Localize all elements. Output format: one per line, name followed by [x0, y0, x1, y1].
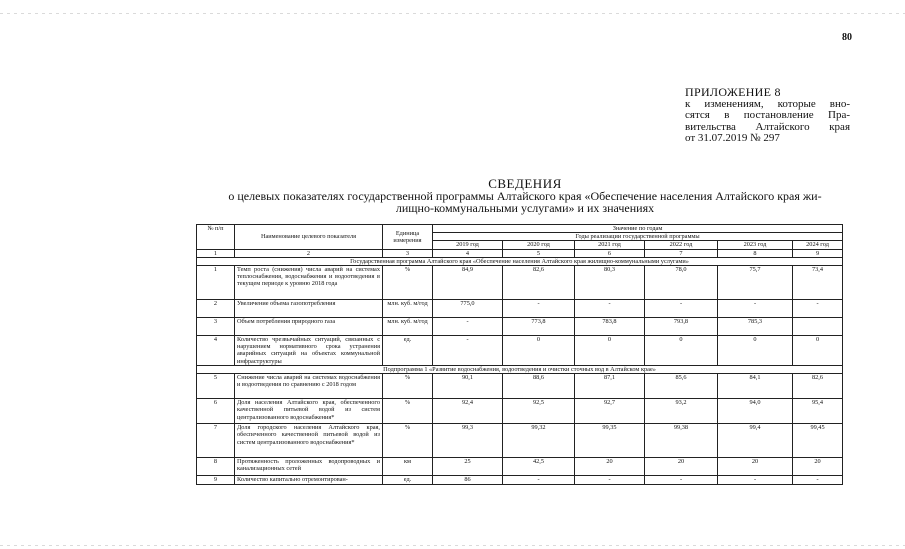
table-row — [197, 336, 843, 366]
row-value: 75,7 — [718, 266, 793, 300]
row-value: 0 — [645, 336, 718, 366]
row-value: 99,4 — [718, 424, 793, 458]
heading-line: лищно-коммунальными услугами» и их значениях — [395, 201, 655, 215]
row-value — [793, 318, 843, 336]
table-row — [197, 458, 843, 476]
row-unit: % — [383, 424, 433, 458]
appendix-line: вительства Алтайского края — [685, 120, 850, 133]
row-unit: % — [383, 374, 433, 399]
row-value: - — [645, 300, 718, 318]
row-value: 92,7 — [575, 399, 645, 424]
row-value: 78,0 — [645, 266, 718, 300]
header-year: 2022 год — [645, 241, 718, 249]
row-unit: ед. — [383, 476, 433, 485]
row-num: 2 — [197, 300, 235, 318]
heading-title: СВЕДЕНИЯ — [488, 176, 562, 191]
row-unit: км — [383, 458, 433, 476]
document-heading — [195, 178, 855, 214]
row-value: 20 — [645, 458, 718, 476]
row-value: 20 — [718, 458, 793, 476]
row-value: 793,8 — [645, 318, 718, 336]
page-number: 80 — [842, 32, 852, 43]
row-num: 8 — [197, 458, 235, 476]
header-name: Наименование целевого показателя — [235, 225, 383, 250]
row-value: - — [433, 336, 503, 366]
header-years-caption: Годы реализации государственной программы — [433, 233, 843, 241]
row-value: - — [503, 476, 575, 485]
column-number: 4 — [433, 249, 503, 257]
column-number: 2 — [235, 249, 383, 257]
heading-line: о целевых показателях государственной программы Алтайского края «Обеспечение населения Алтайского края жи- — [228, 189, 822, 203]
row-value: 20 — [575, 458, 645, 476]
row-value: - — [575, 300, 645, 318]
row-value: 783,8 — [575, 318, 645, 336]
row-value: - — [645, 476, 718, 485]
row-value: 99,32 — [503, 424, 575, 458]
row-name: Доля городского населения Алтайского края, обеспеченного качественной питьевой водой из систем централизованного водоснабжения* — [235, 424, 383, 458]
header-year: 2019 год — [433, 241, 503, 249]
row-name: Протяженность проложенных водопроводных и канализационных сетей — [235, 458, 383, 476]
row-value: 82,6 — [793, 374, 843, 399]
row-value: 0 — [793, 336, 843, 366]
row-value: 86 — [433, 476, 503, 485]
section-row: Подпрограмма 1 «Развитие водоснабжения, водоотведения и очистки сточных вод в Алтайском крае» — [197, 366, 843, 374]
indicators-table — [196, 224, 843, 485]
row-name: Количество капитально отремонтирован- — [235, 476, 383, 485]
row-unit: % — [383, 399, 433, 424]
row-unit: ед. — [383, 336, 433, 366]
table-row — [197, 266, 843, 300]
row-value: 99,45 — [793, 424, 843, 458]
row-value: - — [793, 476, 843, 485]
row-unit: % — [383, 266, 433, 300]
row-value: 99,38 — [645, 424, 718, 458]
table-row — [197, 424, 843, 458]
row-value: 84,9 — [433, 266, 503, 300]
row-num: 3 — [197, 318, 235, 336]
table-row — [197, 374, 843, 399]
row-value: 73,4 — [793, 266, 843, 300]
row-value: 88,6 — [503, 374, 575, 399]
row-value: 80,3 — [575, 266, 645, 300]
row-value: 95,4 — [793, 399, 843, 424]
row-name: Снижение числа аварий на системах водоснабжения и водоотведения по сравнению с 2018 годом — [235, 374, 383, 399]
appendix-line: от 31.07.2019 № 297 — [685, 132, 780, 144]
table-row — [197, 476, 843, 485]
column-number: 3 — [383, 249, 433, 257]
column-number: 1 — [197, 249, 235, 257]
row-value: 99,35 — [575, 424, 645, 458]
row-value: 87,1 — [575, 374, 645, 399]
row-value: 785,3 — [718, 318, 793, 336]
row-value: - — [718, 300, 793, 318]
row-name: Темп роста (снижения) числа аварий на системах теплоснабжения, водоснабжения и водоотведения в текущем периоде к уровню 2018 года — [235, 266, 383, 300]
appendix-line: сятся в постановление Пра- — [685, 109, 850, 121]
row-value: 775,0 — [433, 300, 503, 318]
row-value: 0 — [718, 336, 793, 366]
row-value: 85,6 — [645, 374, 718, 399]
row-value: 0 — [575, 336, 645, 366]
header-num: № п/п — [197, 225, 235, 250]
header-year: 2021 год — [575, 241, 645, 249]
header-year: 2024 год — [793, 241, 843, 249]
appendix-title: ПРИЛОЖЕНИЕ 8 — [685, 85, 781, 99]
row-value: - — [718, 476, 793, 485]
row-value: 82,6 — [503, 266, 575, 300]
row-value: 0 — [503, 336, 575, 366]
row-value: 94,0 — [718, 399, 793, 424]
row-unit: млн. куб. м/год — [383, 318, 433, 336]
row-num: 6 — [197, 399, 235, 424]
header-values: Значение по годам — [433, 225, 843, 233]
row-value: 99,3 — [433, 424, 503, 458]
column-number: 6 — [575, 249, 645, 257]
row-value: 773,8 — [503, 318, 575, 336]
column-number: 7 — [645, 249, 718, 257]
row-unit: млн. куб. м/год — [383, 300, 433, 318]
row-name: Объем потребления природного газа — [235, 318, 383, 336]
row-num: 4 — [197, 336, 235, 366]
column-number: 8 — [718, 249, 793, 257]
row-value: - — [433, 318, 503, 336]
row-value: - — [503, 300, 575, 318]
table-row — [197, 300, 843, 318]
scan-edge-bottom — [0, 545, 905, 546]
row-value: 93,2 — [645, 399, 718, 424]
column-number: 5 — [503, 249, 575, 257]
table-row — [197, 318, 843, 336]
row-num: 9 — [197, 476, 235, 485]
row-num: 7 — [197, 424, 235, 458]
row-name: Доля населения Алтайского края, обеспеченного качественной питьевой водой из систем централизованного водоснабжения* — [235, 399, 383, 424]
header-year: 2023 год — [718, 241, 793, 249]
row-value: - — [575, 476, 645, 485]
row-value: - — [793, 300, 843, 318]
row-value: 25 — [433, 458, 503, 476]
section-row: Государственная программа Алтайского края «Обеспечение населения Алтайского края жилищно-коммунальными услугами» — [197, 257, 843, 265]
row-name: Количество чрезвычайных ситуаций, связанных с нарушением нормативного срока устранения аварийных ситуаций на объектах коммунальной инфраструктуры — [235, 336, 383, 366]
appendix-line: к изменениям, которые вно- — [685, 97, 850, 110]
table-row — [197, 399, 843, 424]
row-value: 42,5 — [503, 458, 575, 476]
row-value: 92,4 — [433, 399, 503, 424]
scan-edge-top — [0, 13, 905, 14]
row-value: 92,5 — [503, 399, 575, 424]
row-value: 84,1 — [718, 374, 793, 399]
header-year: 2020 год — [503, 241, 575, 249]
column-number: 9 — [793, 249, 843, 257]
row-num: 5 — [197, 374, 235, 399]
appendix-block — [685, 87, 850, 145]
row-name: Увеличение объема газопотребления — [235, 300, 383, 318]
row-num: 1 — [197, 266, 235, 300]
row-value: 90,1 — [433, 374, 503, 399]
header-unit: Единица измерения — [383, 225, 433, 250]
row-value: 20 — [793, 458, 843, 476]
